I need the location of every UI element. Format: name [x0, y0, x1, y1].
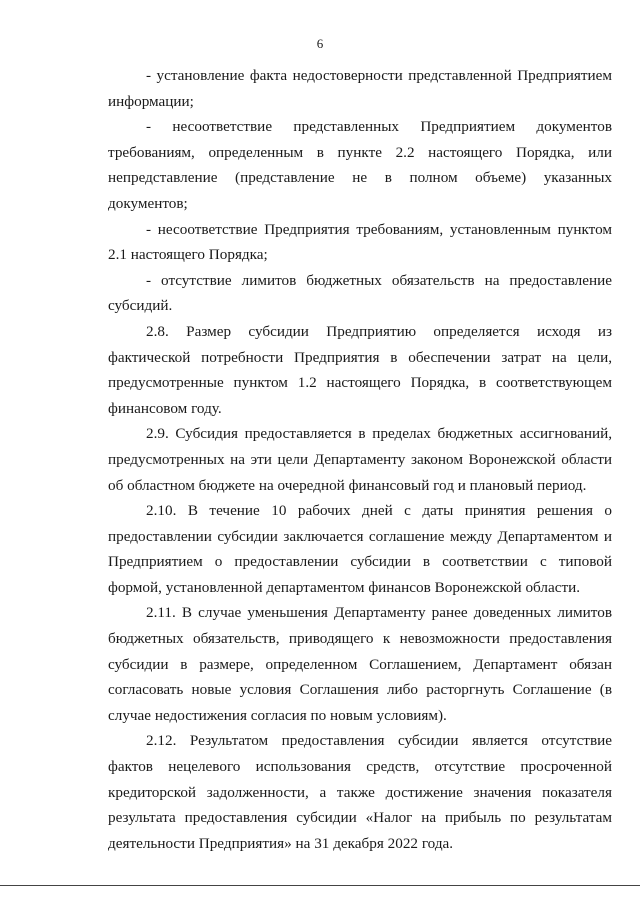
paragraph-2-11: 2.11. В случае уменьшения Департаменту ранее доведенных лимитов бюджетных обязательств, приводящего к невозможности предоставления субсидии в размере, определенном Соглашением, Департамент обязан согласовать новые условия Соглашения либо расторгнуть Соглашение (в случае недостижения согласия по новым условиям). — [108, 604, 612, 724]
paragraph-requirements-mismatch: - несоответствие Предприятия требованиям, установленным пунктом 2.1 настоящего Порядка; — [108, 220, 612, 264]
page-number: 6 — [316, 36, 324, 51]
paragraph-no-limits: - отсутствие лимитов бюджетных обязательств на предоставление субсидий. — [108, 271, 612, 315]
document-body — [108, 63, 612, 856]
paragraph-2-10: 2.10. В течение 10 рабочих дней с даты принятия решения о предоставлении субсидии заключается соглашение между Департаментом и Предприятием о предоставлении субсидии в соответствии с типовой формой, установленной департаментом финансов Воронежской области. — [108, 502, 612, 596]
bottom-divider — [0, 885, 640, 886]
paragraph-2-8: 2.8. Размер субсидии Предприятию определяется исходя из фактической потребности Предприятия в обеспечении затрат на цели, предусмотренные пунктом 1.2 настоящего Порядка, в соответствующем финансовом году. — [108, 322, 612, 417]
paragraph-unreliable-info: - установление факта недостоверности представленной Предприятием информации; — [108, 67, 612, 110]
paragraph-2-9: 2.9. Субсидия предоставляется в пределах бюджетных ассигнований, предусмотренных на эти цели Департаменту законом Воронежской области об областном бюджете на очередной финансовый год и плановый период. — [108, 425, 612, 494]
paragraph-2-12: 2.12. Результатом предоставления субсидии является отсутствие фактов нецелевого использования средств, отсутствие просроченной кредиторской задолженности, а также достижение значения показателя результата предоставления субсидии «Налог на прибыль по результатам деятельности Предприятия» на 31 декабря 2022 года. — [108, 732, 612, 852]
paragraph-documents-mismatch: - несоответствие представленных Предприятием документов требованиям, определенным в пункте 2.2 настоящего Порядка, или непредставление (представление не в полном объеме) указанных документов; — [108, 118, 612, 212]
